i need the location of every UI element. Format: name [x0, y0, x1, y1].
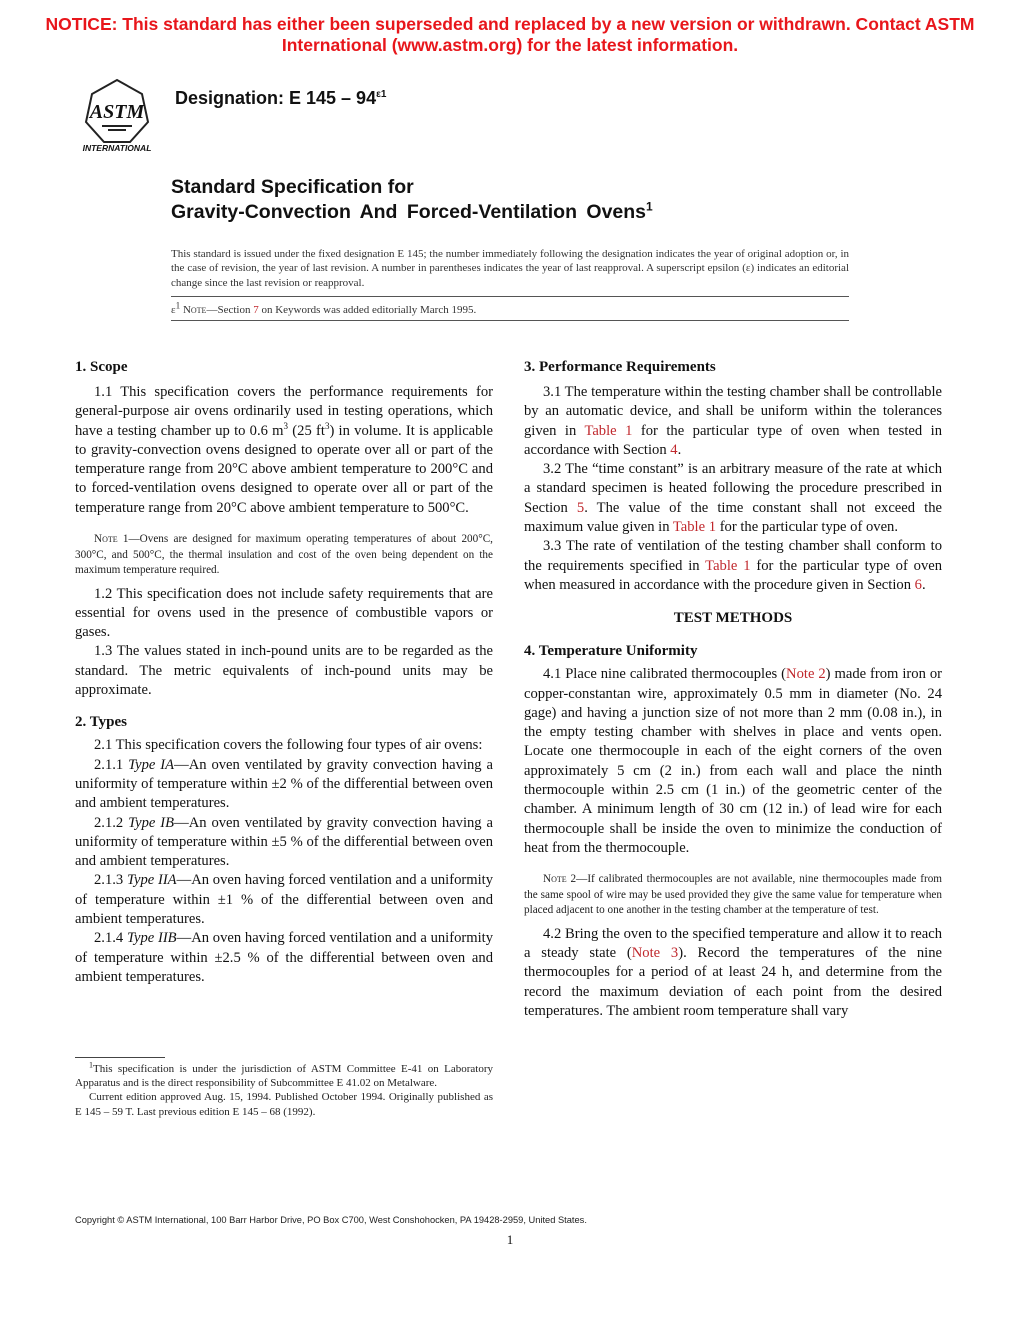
- scope-heading: 1. Scope: [75, 359, 128, 375]
- uniformity-para-4-1: 4.1 Place nine calibrated thermocouples (Note 2) made from iron or copper-constantan wire, approximately 0.5 mm in diameter (No. 24 gage) and having a junction size of not more than 2 mm (0.08 in.), in the empty testing chamber with shelves in place and vents open. Locate one thermocouple in each of the eight corners of the oven approximately 5 cm (2 in.) from each wall and place the ninth thermocouple within 2.5 cm (1 in.) of the geometric center of the chamber. A minimum length of 30 cm (12 in.) of lead wire for each thermocouple shall be inside the oven to minimize the conduction of heat from the thermocouple.: [524, 666, 942, 856]
- note-2-link[interactable]: Note 2: [786, 666, 826, 683]
- left-column: [75, 358, 493, 987]
- types-para-2-1: 2.1 This specification covers the following four types of air ovens:: [94, 737, 483, 754]
- section-7-link[interactable]: 7: [253, 304, 259, 316]
- svg-text:INTERNATIONAL: INTERNATIONAL: [82, 143, 152, 153]
- note-3-link[interactable]: Note 3: [631, 945, 679, 962]
- test-methods-heading: TEST METHODS: [673, 610, 793, 627]
- footnotes: [75, 1057, 493, 1119]
- scope-para-1-1: 1.1 This specification covers the performance requirements for general-purpose air ovens ordinarily used in testing operations, which have a testing chamber up to 0.6 $m^3$ (25 $ft^3$) in volume. It is applicable to gravity-convection ovens designed to operate over all or part of the temperature range from 20°C above ambient temperature to 200°C and to forced-ventilation ovens designed to operate over all or part of the temperature range from 20°C above ambient temperature to 500°C.: [75, 384, 493, 516]
- table-1-link[interactable]: Table 1: [584, 422, 633, 439]
- types-heading: 2. Types: [75, 714, 127, 731]
- type-item: 2.1.3 Type IIA—An oven having forced ventilation and a uniformity of temperature within ±1 % of the differential between oven and ambient temperatures.: [75, 872, 493, 928]
- type-item: 2.1.1 Type IA—An oven ventilated by gravity convection having a uniformity of temperature within ±2 % of the differential between oven and ambient temperatures.: [75, 756, 493, 812]
- performance-para-3-1: 3.1 The temperature within the testing chamber shall be controllable by an automatic device, and shall be uniform within the tolerances given in Table 1 for the particular type of oven when tested in accordance with Section 4.: [524, 384, 942, 458]
- notice-line-1: NOTICE: This standard has either been superseded and replaced by a new version or withdrawn. Contact ASTM: [45, 14, 975, 34]
- withdrawal-notice: [40, 14, 980, 56]
- performance-para-3-2: 3.2 The “time constant” is an arbitrary measure of the rate at which a standard specimen is heated following the procedure prescribed in Section 5. The value of the time constant shall not exceed the maximum value given in Table 1 for the particular type of oven.: [524, 461, 942, 536]
- title-line-1: Standard Specification for: [171, 176, 414, 198]
- editorial-note: $\varepsilon^1$ Note—Section 7 on Keywords was added editorially March 1995.: [171, 300, 477, 316]
- scope-para-1-2: 1.2 This specification does not include safety requirements that are essential for ovens used in the presence of combustible vapors or gases.: [75, 585, 493, 641]
- right-column: [524, 358, 942, 1021]
- copyright: Copyright © ASTM International, 100 Barr Harbor Drive, PO Box C700, West Conshohocken, PA 19428-2959, United States.: [75, 1215, 587, 1225]
- type-item: 2.1.2 Type IB—An oven ventilated by gravity convection having a uniformity of temperature within ±5 % of the differential between oven and ambient temperatures.: [75, 814, 493, 870]
- performance-heading: 3. Performance Requirements: [524, 359, 716, 375]
- footnote-2: Current edition approved Aug. 15, 1994. Published October 1994. Originally published as E 145 – 59 T. Last previous edition E 145 – 68 (1992).: [75, 1091, 493, 1118]
- uniformity-para-4-2: 4.2 Bring the oven to the specified temperature and allow it to reach a steady state (Note 3). Record the temperatures of the nine thermocouples for a period of at least 24 h, and determine from the record the maximum deviation of each point from the desired temperatures. The ambient room temperature shall vary: [524, 925, 942, 1019]
- astm-logo: [72, 76, 162, 154]
- page-number: 1: [506, 1232, 514, 1247]
- section-4-link[interactable]: 4: [670, 441, 678, 458]
- footnote-rule: [75, 1057, 165, 1058]
- divider-top: [171, 296, 849, 297]
- footnote-1: $^1$This specification is under the jurisdiction of ASTM Committee E-41 on Laboratory Apparatus and is the direct responsibility of Subcommittee E 41.02 on Metalware.: [75, 1060, 493, 1090]
- scope-para-1-3: 1.3 The values stated in inch-pound units are to be regarded as the standard. The metric equivalents of inch-pound units may be approximate.: [75, 643, 493, 699]
- table-1-link[interactable]: Table 1: [672, 519, 717, 536]
- note-2: Note 2—If calibrated thermocouples are not available, nine thermocouples made from the same spool of wire may be used provided they give the same value for temperature when placed adjacent to one another in the testing chamber at the temperature of test.: [524, 873, 942, 917]
- svg-text:ASTM: ASTM: [89, 101, 145, 123]
- designation: Designation: E $145 - 94^{\varepsilon 1}$: [175, 88, 387, 108]
- section-5-link[interactable]: 5: [576, 499, 585, 516]
- section-6-link[interactable]: 6: [914, 576, 922, 593]
- divider-bottom: [171, 320, 849, 321]
- table-1-link[interactable]: Table 1: [705, 557, 751, 574]
- note-1: Note 1—Ovens are designed for maximum operating temperatures of about 200°C, 300°C, and 500°C, the thermal insulation and cost of the oven being dependent on the maximum temperature required.: [75, 533, 493, 577]
- performance-para-3-3: 3.3 The rate of ventilation of the testing chamber shall conform to the requirements specified in Table 1 for the particular type of oven when measured in accordance with the procedure given in Section 6.: [524, 538, 943, 593]
- title-line-2: Gravity-Convection And Forced-Ventilation Ovens$^1$: [171, 199, 653, 223]
- type-item: 2.1.4 Type IIB—An oven having forced ventilation and a uniformity of temperature within ±2.5 % of the differential between oven and ambient temperatures.: [75, 930, 493, 985]
- document-title: [171, 175, 653, 225]
- uniformity-heading: 4. Temperature Uniformity: [524, 643, 698, 660]
- notice-line-2: International (www.astm.org) for the latest information.: [281, 35, 739, 55]
- standard-intro: This standard is issued under the fixed designation E 145; the number immediately following the designation indicates the year of original adoption or, in the case of revision, the year of last revision. A number in parentheses indicates the year of last reapproval. A superscript epsilon (ε) indicates an editorial change since the last revision or reapproval.: [171, 248, 849, 289]
